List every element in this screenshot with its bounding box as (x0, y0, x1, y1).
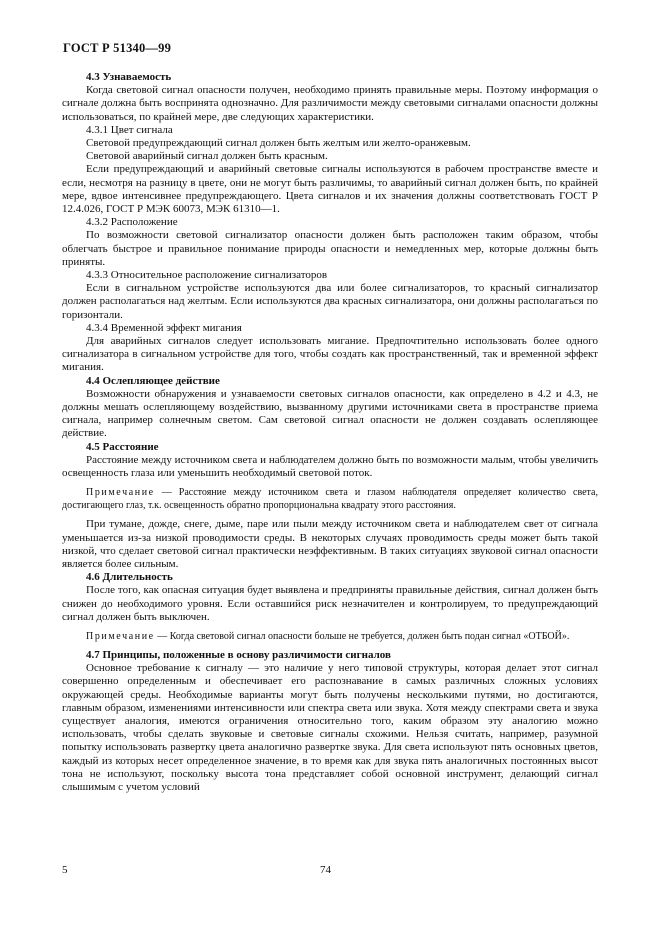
note-label: Примечание (86, 487, 155, 499)
paragraph: По возможности световой сигнализатор опасности должен быть расположен таким образом, чтобы облегчать быстрое и правильное понимание природы опасности и немедленных мер, которые должны быть приняты. (62, 229, 598, 268)
note (62, 630, 598, 643)
paragraph: Если в сигнальном устройстве используются два или более сигнализаторов, то красный сигнализатор должен располагаться над желтым. Если используются два красных сигнализатора, они должны располагаться по горизонтали. (62, 282, 598, 321)
note-text: — Когда световой сигнал опасности больше не требуется, должен быть подан сигнал «ОТБОЙ». (154, 630, 570, 642)
standard-designation: ГОСТ Р 51340—99 (63, 41, 172, 55)
note (62, 486, 598, 512)
footer-left-number: 5 (62, 864, 68, 876)
page-number: 74 (320, 864, 331, 876)
note-label: Примечание (86, 630, 155, 642)
paragraph: При тумане, дожде, снеге, дыме, паре или пыли между источником света и наблюдателем свет от сигнала уменьшается из-за низкой проводимости среды. В некоторых случаях проводимость среды может быть такой низкой, что сделает световой сигнал практически неэффективным. В таких ситуациях звуковой сигнал опасности является более сильным. (62, 518, 598, 570)
note-text: — Расстояние между источником света и глазом наблюдателя определяет количество света, достигающего глаз, т.к. освещенность обратно пропорциональна квадрату этого расстояния. (62, 487, 598, 512)
paragraph: Возможности обнаружения и узнаваемости световых сигналов опасности, как определено в 4.2 и 4.3, не должны мешать ослепляющему воздействию, вызванному другими источниками света в пространстве приема сигнала, например солнечным светом. Сам световой сигнал опасности не должен создавать ослепляющее действие. (62, 387, 598, 440)
paragraph: Если предупреждающий и аварийный световые сигналы используются в рабочем пространстве вместе и если, несмотря на разницу в цвете, они не могут быть различимы, то аварийный сигнал должен быть, по крайней мере, вдвое интенсивнее предупреждающего. Цвета сигналов и их значения должны соответствовать ГОСТ Р 12.4.026, ГОСТ Р МЭК 60073, МЭК 61310—1. (62, 163, 598, 216)
subsection-heading: 4.3.1 Цвет сигнала (86, 123, 173, 136)
section-heading: 4.4 Ослепляющее действие (86, 374, 220, 387)
paragraph: Когда световой сигнал опасности получен, необходимо принять правильные меры. Поэтому информация о сигнале должна быть воспринята однозначно. Для различимости между световыми сигналами опасности должны использоваться, по крайней мере, две следующих характеристики. (62, 84, 598, 123)
section-heading: 4.6 Длительность (86, 571, 173, 584)
paragraph: Расстояние между источником света и наблюдателем должно быть по возможности малым, чтобы увеличить освещенность глаза или уменьшить необходимый световой поток. (62, 453, 598, 480)
section-heading: 4.3 Узнаваемость (86, 71, 172, 83)
subsection-heading: 4.3.2 Расположение (86, 216, 178, 229)
document-body (62, 71, 598, 794)
section-heading: 4.5 Расстояние (86, 440, 159, 453)
section-heading: 4.7 Принципы, положенные в основу различимости сигналов (86, 648, 391, 661)
paragraph: Световой предупреждающий сигнал должен быть желтым или желто-оранжевым. (86, 137, 471, 150)
paragraph: Для аварийных сигналов следует использовать мигание. Предпочтительно использовать более одного сигнализатора в сигнальном устройстве для того, чтобы создать как пространственный, так и временной эффект мигания. (62, 335, 598, 374)
subsection-heading: 4.3.4 Временной эффект мигания (86, 321, 242, 334)
paragraph: После того, как опасная ситуация будет выявлена и предприняты правильные действия, сигнал должен быть снижен до необходимого уровня. Если оставшийся риск незначителен и контролируем, то предупреждающий сигнал должен быть выключен. (62, 584, 598, 623)
subsection-heading: 4.3.3 Относительное расположение сигнализаторов (86, 269, 328, 282)
paragraph: Основное требование к сигналу — это наличие у него типовой структуры, которая делает этот сигнал совершенно определенным и обеспечивает его распознавание в самых различных сложных условиях окружающей среды. Необходимые варианты могут быть получены несколькими путями, но достигаются, главным образом, изменениями интенсивности или спектра света или звука. Хотя между спектрами света и звука существует аналогия, имеются ограничения относительно того, каким образом эту аналогию можно использовать, чтобы сделать звуковые и световые сигналы схожими. Нельзя считать, например, разумной попытку использовать развертку цвета аналогично развертке звука. Для света используют пять основных цветов, каждый из которых несет определенное значение, в то время как для звука пять аналогичных постоянных высот тона не используют, поскольку высота тона представляет собой основной инструмент, делающий сигнал слышимым с учетом условий (62, 662, 598, 793)
paragraph: Световой аварийный сигнал должен быть красным. (86, 150, 328, 163)
